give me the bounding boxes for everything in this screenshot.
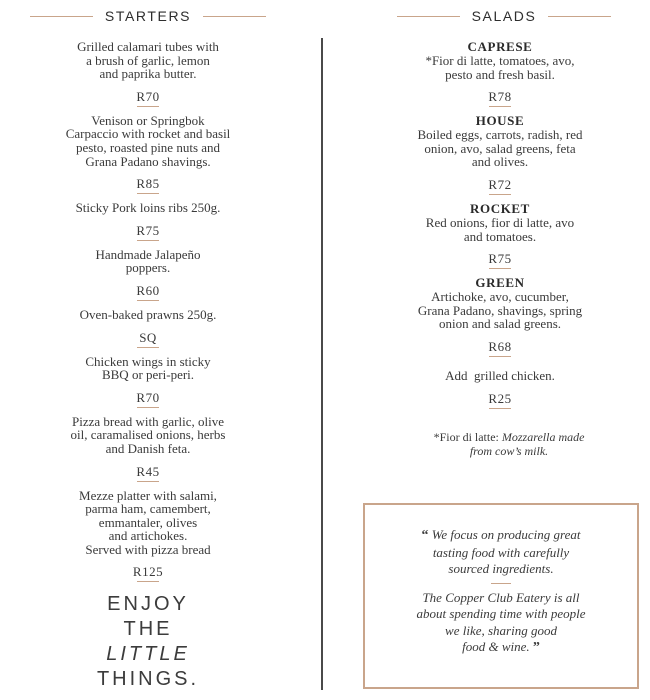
item-name: HOUSE [475, 113, 525, 129]
price-rule [489, 356, 511, 357]
menu-item-caprese [368, 40, 632, 107]
item-price: R25 [488, 390, 512, 406]
price-rule [137, 193, 159, 194]
item-price: R70 [136, 389, 160, 405]
item-price: R78 [488, 89, 512, 105]
item-description [22, 355, 274, 382]
item-price: R85 [136, 176, 160, 192]
header-rule-left [397, 16, 460, 17]
item-price: R68 [488, 338, 512, 354]
desc-line: onion and salad greens. [438, 316, 562, 332]
desc-line: Carpaccio with rocket and basil [65, 126, 231, 142]
quote-text: The Copper Club Eatery is all [422, 589, 580, 605]
item-description [368, 216, 632, 243]
quote-text: food & wine. [462, 639, 530, 654]
desc-line: Mezze platter with salami, [79, 487, 217, 503]
quote-text: sourced ingredients. [448, 561, 554, 576]
desc-line: BBQ or peri-peri. [101, 367, 195, 383]
menu-item-calamari [22, 40, 274, 107]
price-rule [137, 300, 159, 301]
desc-line: pesto and fresh basil. [445, 66, 555, 82]
header-rule-left [30, 16, 93, 17]
desc-line: and olives. [471, 154, 529, 170]
item-name: GREEN [475, 275, 525, 291]
item-price: R60 [136, 282, 160, 298]
desc-line: parma ham, camembert, [85, 501, 211, 517]
price-rule [489, 106, 511, 107]
price-rule [137, 581, 159, 582]
item-price: R45 [136, 463, 160, 479]
quote-text: We focus on producing great [431, 527, 581, 542]
footnote-line [378, 430, 640, 444]
desc-line: Served with pizza bread [85, 541, 211, 557]
desc-line: Boiled eggs, carrots, radish, red [417, 127, 583, 143]
item-price: R72 [488, 176, 512, 192]
menu-item-pizza-bread [22, 415, 274, 482]
item-description [22, 40, 274, 81]
item-price: R70 [136, 88, 160, 104]
tagline-line: ENJOY [107, 593, 189, 615]
desc-line: pesto, roasted pine nuts and [75, 139, 221, 155]
menu-item-pork-ribs [22, 201, 274, 241]
quote-rule [491, 583, 511, 584]
item-price: R75 [136, 222, 160, 238]
tagline-line: THINGS. [96, 668, 200, 690]
salads-list [368, 40, 632, 416]
quote-line [379, 639, 623, 657]
tagline [22, 592, 274, 692]
menu-item-chicken-wings [22, 355, 274, 408]
desc-line: Handmade Jalapeño [95, 246, 201, 262]
desc-line: oil, caramalised onions, herbs [70, 427, 226, 443]
fior-di-latte-footnote [378, 430, 640, 458]
desc-line: and paprika butter. [99, 66, 197, 82]
price-rule [137, 481, 159, 482]
quote-text: we like, sharing good [445, 622, 557, 638]
item-description [22, 489, 274, 557]
item-description [368, 128, 632, 169]
header-rule-right [203, 16, 266, 17]
item-name: ROCKET [470, 200, 530, 216]
quote-box [363, 503, 639, 689]
desc-line: Artichoke, avo, cucumber, [431, 289, 569, 305]
desc-line: Venison or Springbok [91, 112, 205, 128]
price-rule [137, 106, 159, 107]
desc-line: Add grilled chicken. [445, 367, 555, 383]
price-rule [137, 407, 159, 408]
close-quote-icon: ” [532, 640, 540, 655]
desc-line: Oven-baked prawns 250g. [79, 306, 217, 322]
item-description [368, 54, 632, 81]
item-description [22, 308, 274, 322]
footnote-text: from cow’s milk. [469, 444, 549, 458]
desc-line: *Fior di latte, tomatoes, avo, [425, 53, 575, 68]
item-description [22, 114, 274, 168]
price-rule [137, 240, 159, 241]
item-description [22, 248, 274, 275]
menu-item-add-chicken [368, 369, 632, 409]
desc-line: Grilled calamari tubes with [77, 39, 219, 54]
quote-line [379, 527, 623, 545]
desc-line: onion, avo, salad greens, feta [424, 140, 576, 156]
desc-line: Grana Padano, shavings, spring [417, 302, 583, 318]
desc-line: poppers. [125, 260, 171, 276]
menu-item-carpaccio [22, 114, 274, 194]
desc-line: Red onions, fior di latte, avo [425, 214, 575, 230]
item-description [368, 290, 632, 331]
footnote-line [378, 444, 640, 458]
price-rule [489, 408, 511, 409]
tagline-line: LITTLE [106, 643, 190, 665]
footnote-text: Mozzarella made [501, 430, 585, 444]
desc-line: Chicken wings in sticky [85, 353, 211, 369]
price-rule [489, 194, 511, 195]
desc-line: and artichokes. [108, 528, 188, 544]
menu-item-green [368, 276, 632, 357]
starters-title: STARTERS [104, 8, 192, 24]
desc-line: and tomatoes. [463, 228, 537, 244]
desc-line: emmantaler, olives [98, 514, 198, 530]
starters-header [22, 5, 274, 27]
starters-list [22, 40, 274, 589]
menu-item-house [368, 114, 632, 195]
item-price: R125 [132, 564, 164, 580]
salads-header [378, 5, 630, 27]
quote-text: tasting food with carefully [432, 544, 570, 560]
item-description [368, 369, 632, 383]
desc-line: Pizza bread with garlic, olive [72, 413, 224, 429]
item-description [22, 201, 274, 215]
desc-line: Sticky Pork loins ribs 250g. [75, 200, 221, 216]
price-rule [137, 347, 159, 348]
header-rule-right [548, 16, 611, 17]
footnote-label: *Fior di latte: [433, 430, 502, 444]
desc-line: Grana Padano shavings. [85, 153, 211, 169]
open-quote-icon: “ [421, 528, 429, 543]
menu-item-rocket [368, 202, 632, 269]
menu-item-jalapeno-poppers [22, 248, 274, 301]
menu-item-mezze-platter [22, 489, 274, 583]
tagline-line: THE [123, 618, 173, 640]
menu-item-prawns [22, 308, 274, 348]
item-name: CAPRESE [467, 39, 533, 54]
price-rule [489, 268, 511, 269]
column-divider [321, 38, 323, 690]
quote-text: about spending time with people [416, 606, 586, 621]
desc-line: and Danish feta. [105, 440, 191, 456]
item-description [22, 415, 274, 456]
item-price: R75 [488, 251, 512, 267]
item-price: SQ [139, 329, 157, 345]
salads-title: SALADS [471, 8, 537, 24]
desc-line: a brush of garlic, lemon [86, 52, 210, 68]
